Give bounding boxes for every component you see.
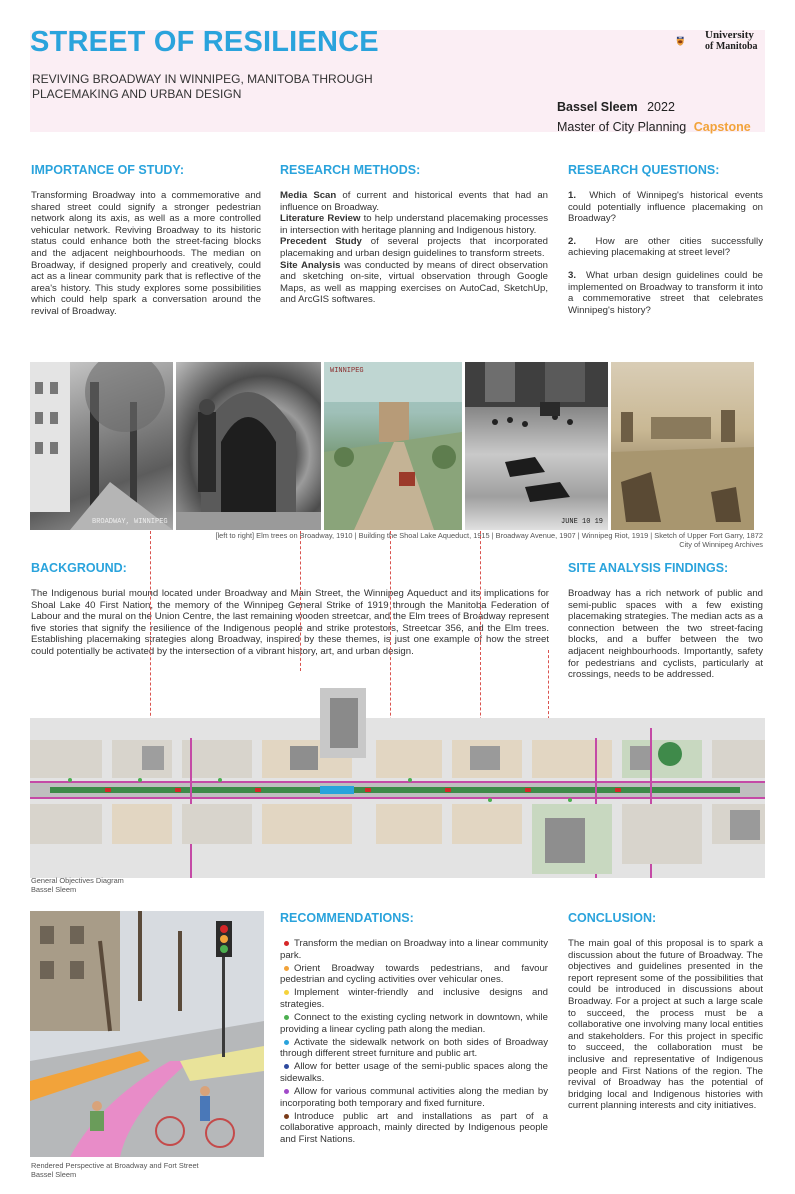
recommendation-text: Activate the sidewalk network on both sides of Broadway through different street furniture and public art. [280, 1036, 548, 1060]
bullet-dot [284, 1114, 289, 1119]
author-name: Bassel Sleem [557, 100, 638, 114]
recommendation-item [280, 1061, 548, 1084]
logo-line-2: of Manitoba [705, 41, 758, 52]
rendered-perspective [30, 911, 264, 1157]
methods-text [280, 190, 548, 306]
recommendations-heading: RECOMMENDATIONS: [280, 911, 414, 925]
question-item [568, 270, 763, 316]
question-number: 1. [568, 190, 577, 201]
importance-heading: IMPORTANCE OF STUDY: [31, 163, 185, 177]
photo-elm-trees [30, 362, 173, 530]
bullet-dot [284, 941, 289, 946]
bullet-dot [284, 1089, 289, 1094]
question-text: Which of Winnipeg's historical events could potentially influence placemaking on Broadway? [568, 190, 763, 225]
recommendation-item [280, 1012, 548, 1035]
recommendation-item [280, 1086, 548, 1109]
fort-garry-illustration [611, 362, 754, 530]
method-item [280, 236, 548, 259]
recommendation-text: Orient Broadway towards pedestrians, and favour pedestrian and cycling activities over vehicular ones. [280, 962, 548, 986]
method-desc: of several projects that incorporated placemaking and urban design guidelines to transform streets. [280, 236, 548, 259]
capstone-label: Capstone [693, 120, 751, 134]
recommendations-text [280, 938, 548, 1147]
riot-illustration [465, 362, 608, 530]
map-caption-line-1: General Objectives Diagram [31, 876, 124, 885]
logo-text [705, 30, 758, 52]
map-caption-line-2: Bassel Sleem [31, 885, 77, 894]
render-caption-line-1: Rendered Perspective at Broadway and Fort Street [31, 1161, 199, 1170]
page-title: STREET OF RESILIENCE [30, 26, 379, 58]
recommendation-text: Introduce public art and installations as part of a collaborative approach, mainly directed by Indigenous people and First Nations. [280, 1110, 548, 1145]
bullet-dot [284, 966, 289, 971]
photo-upper-fort-garry [611, 362, 754, 530]
degree-line [557, 120, 751, 134]
method-term: Site Analysis [280, 259, 341, 271]
historic-photo-strip [30, 362, 763, 530]
method-item [280, 260, 548, 306]
photo-caption [150, 531, 763, 549]
map-caption [31, 876, 124, 894]
method-term: Precedent Study [280, 236, 362, 248]
photo1-label: BROADWAY, WINNIPEG [92, 518, 168, 526]
method-term: Media Scan [280, 190, 337, 201]
render-caption-line-2: Bassel Sleem [31, 1170, 77, 1179]
recommendation-item [280, 1037, 548, 1060]
photo-broadway-avenue [324, 362, 462, 530]
background-heading: BACKGROUND: [31, 561, 127, 575]
general-objectives-diagram [30, 688, 765, 883]
degree-name: Master of City Planning [557, 120, 687, 134]
photo4-label: JUNE 10 19 [561, 518, 604, 526]
photo-caption-line-1: [left to right] Elm trees on Broadway, 1910 | Building the Shoal Lake Aqueduct, 1915 | Broadway Avenue, 1907 | Winnipeg Riot, 1919 | Sketch of Upper Fort Garry, 1872 [215, 531, 763, 540]
method-desc: was conducted by means of direct observation and sketching on-site, virtual observation through Google Maps, as well as mapping exercises on AutoCad, SketchUp, and ArcGIS softwares. [280, 259, 548, 306]
recommendation-text: Allow for various communal activities along the median by incorporating both temporary and fixed furniture. [280, 1086, 548, 1109]
importance-text: Transforming Broadway into a commemorative and shared street could signify a stronger pedestrian network along its axis, as well as a more controlled vehicular network. Reviving Broadway to its historic status could enhance both the street-facing blocks and the adjacent neighbourhoods. The median on Broadway, if designed properly and creatively, could act as a linear community park that is reflective of the area's history. This study explores some possibilities which could help spark a conversation around the revival of Broadway. [31, 190, 261, 317]
page-subtitle: REVIVING BROADWAY IN WINNIPEG, MANITOBA THROUGH PLACEMAKING AND URBAN DESIGN [32, 72, 373, 101]
site-analysis-text: Broadway has a rich network of public and semi-public spaces with a few existing placemaking strategies. The median acts as a connection between the two street-facing blocks, and a buffer between the two adjacent neighbourhoods. Importantly, safety for pedestrians and cyclists, particularly at crossings, needs to be addressed. [568, 588, 763, 681]
question-number: 2. [568, 235, 577, 247]
conclusion-text: The main goal of this proposal is to spark a discussion about the future of Broadway. The objectives and guidelines presented in the report represent some of the possibilities that could be introduced in discussions about Broadway. For a project at such a large scale to succeed, the process must be a collaborative one involving many local entities and stakeholders. For this project in specific to succeed, the collaboration must be inclusive and representative of Indigenous people and First Nations of the region. The revival of Broadway has the potential of bridging local and Indigenous histories with current planning interests and city initiatives. [568, 938, 763, 1112]
method-term: Literature Review [280, 213, 361, 225]
bullet-dot [284, 990, 289, 995]
logo-line-1: University [705, 29, 754, 41]
question-text: How are other cities successfully achieving placemaking at street level? [568, 235, 763, 259]
question-text: What urban design guidelines could be implemented on Broadway to transform it into a commemorative street that celebrates Winnipeg's history? [568, 269, 763, 316]
recommendation-text: Allow for better usage of the semi-public spaces along the sidewalks. [280, 1061, 548, 1085]
aqueduct-illustration [176, 362, 321, 530]
recommendation-item [280, 1111, 548, 1146]
conclusion-heading: CONCLUSION: [568, 911, 657, 925]
render-caption [31, 1161, 199, 1179]
recommendation-item [280, 938, 548, 961]
method-item [280, 213, 548, 236]
broadway-avenue-illustration [324, 362, 462, 530]
photo-winnipeg-riot [465, 362, 608, 530]
method-desc: to help understand placemaking processes in intersection with heritage planning and Indigenous history. [280, 213, 549, 236]
method-item [280, 190, 548, 213]
elm-trees-illustration [30, 362, 173, 530]
bullet-dot [284, 1064, 289, 1069]
methods-heading: RESEARCH METHODS: [280, 163, 421, 177]
recommendation-item [280, 987, 548, 1010]
bullet-dot [284, 1040, 289, 1045]
rendered-perspective-illustration [30, 911, 264, 1157]
question-number: 3. [568, 269, 577, 281]
bullet-dot [284, 1015, 289, 1020]
question-item [568, 236, 763, 259]
author-line [557, 100, 675, 114]
photo-aqueduct [176, 362, 321, 530]
author-year: 2022 [647, 100, 675, 114]
recommendation-item [280, 963, 548, 986]
method-desc: of current and historical events that had an influence on Broadway. [280, 190, 548, 213]
site-analysis-heading: SITE ANALYSIS FINDINGS: [568, 561, 729, 575]
photo3-label: WINNIPEG [330, 367, 364, 375]
photo-caption-line-2: City of Winnipeg Archives [679, 540, 763, 549]
questions-heading: RESEARCH QUESTIONS: [568, 163, 720, 177]
recommendation-text: Connect to the existing cycling network in downtown, while providing a linear cycling path along the median. [280, 1012, 548, 1035]
question-item [568, 190, 763, 225]
university-logo [676, 24, 704, 58]
background-text: The Indigenous burial mound located under Broadway and Main Street, the Winnipeg Aqueduct and its implications for Shoal Lake 40 First Nation, the memory of the Winnipeg General Strike of 1919 through the Manitoba Federation of Labour and the mural on the Union Centre, the last remaining wooden streetcar, and the Elm trees of Broadway represent five stories that signify the resilience of the Indigenous people and strike protestors, Streetcar 356, and the Elm trees. Establishing placemaking strategies along Broadway, inspired by these themes, is just one example of how the street could potentially be activated by the intersection of a vibrant history, art, and urban design. [31, 588, 549, 657]
questions-text [568, 190, 763, 327]
recommendation-text: Implement winter-friendly and inclusive designs and strategies. [280, 987, 548, 1010]
recommendation-text: Transform the median on Broadway into a linear community park. [280, 938, 548, 961]
connector-line [300, 531, 301, 671]
recommendations-list [280, 938, 548, 1146]
